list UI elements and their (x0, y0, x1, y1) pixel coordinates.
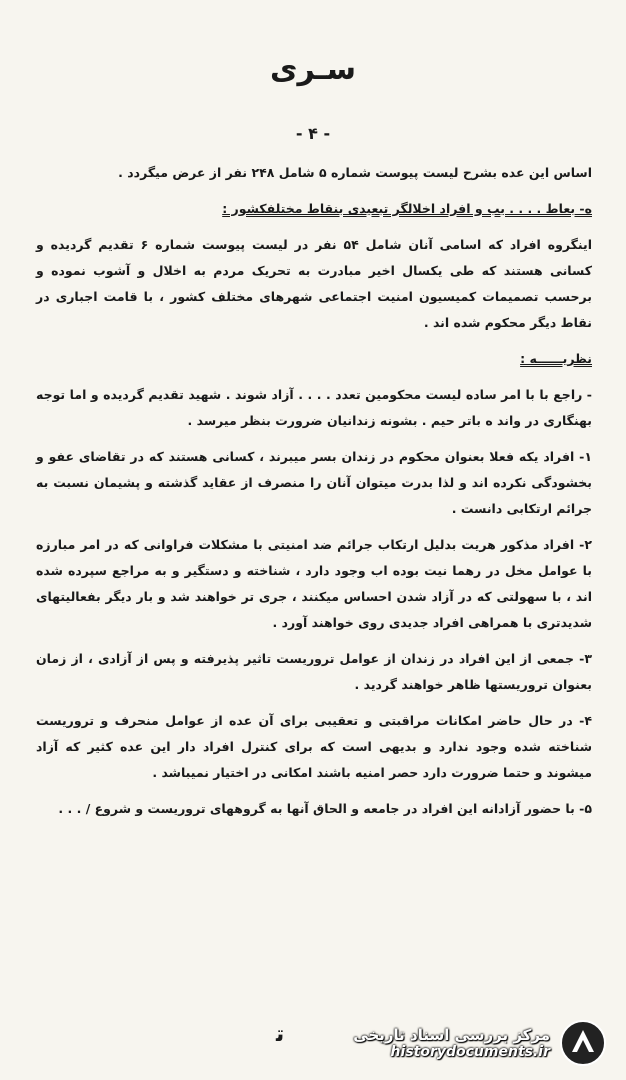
list-item: ۴- در حال حاضر امکانات مراقبتی و تعقیبی برای آن عده از عوامل منحرف و تروریست شناخته شده وجود ندارد و بدیهی است که برای کنترل افراد دار این عده کثیر که آزاد میشوند و حتما ضرورت دارد حصر امنیه باشند امکانی در اختیار نمیباشد . (36, 713, 592, 780)
signature-mark: ﺗ (276, 1022, 285, 1047)
watermark-url: historydocuments.ir (390, 1044, 550, 1060)
archive-logo-icon (558, 1018, 608, 1068)
list-item: ۱- افراد یکه فعلا بعنوان محکوم در زندان بسر میبرند ، کسانی هستند که در تقاضای عفو و بخشودگی نکرده اند و لذا بدرت میتوان آنان را منصرف از عقاید گذشته و پشیمان نسبت به جرائم ارتکابی دانست . (36, 449, 592, 516)
document-body (36, 160, 592, 832)
watermark-name: مرکز بررسی اسناد تاریخی (353, 1026, 550, 1044)
section-heading: ه- بعاط . . . . یب و افراد اخلالگر تبعیدی بنقاط مختلفکشور : (222, 201, 592, 216)
list-item: ۵- با حضور آزادانه این افراد در جامعه و الحاق آنها به گروههای تروریست و شروع / . . . (58, 801, 592, 816)
opinion-heading: نظریــــــه : (520, 351, 592, 366)
document-title: سـری (270, 52, 356, 87)
page-marker: - ۴ - (295, 124, 331, 143)
paragraph: اینگروه افراد که اسامی آنان شامل ۵۴ نفر در لیست پیوست شماره ۶ تقدیم گردیده و کسانی هستند که طی یکسال اخیر مبادرت به تحریک مردم به اخلال و آشوب نموده و برحسب تصمیمات کمیسیون امنیت اجتماعی شهرهای مختلف کشور ، با قامت اجباری در نقاط دیگر محکوم شده اند . (36, 237, 592, 330)
watermark (318, 1016, 608, 1070)
watermark-text (353, 1026, 550, 1060)
list-item: ۲- افراد مذکور هریت بدلیل ارتکاب جرائم ضد امنیتی با مشکلات فراوانی که در امر مبارزه با عوامل مخل در رهما نیت بوده اب وجود دارد ، شناخته و دستگیر و به مراجع سپرده شده اند ، با سهولتی که در آزاد شدن احساس میکنند ، جری تر خواهند شد و بار دیگر بفعالیتهای شدیدتری با همراهی افراد جدیدی روی خواهند آورد . (36, 537, 592, 630)
list-item: ۳- جمعی از این افراد در زندان از عوامل تروریست تاثیر پذیرفته و پس از آزادی ، از زمان بعنوان تروریستها ظاهر خواهند گردید . (36, 651, 592, 692)
list-item: - راجع با با امر ساده لیست محکومین تعدد . . . . آزاد شوند . شهید تقدیم گردیده و اما توجه بهنگاری در واند ه باتر حیم . بشونه زندانیان ضرورت بنظر میرسد . (36, 387, 592, 428)
paragraph: اساس این عده بشرح لیست پیوست شماره ۵ شامل ۲۴۸ نفر از عرض میگردد . (118, 165, 592, 180)
